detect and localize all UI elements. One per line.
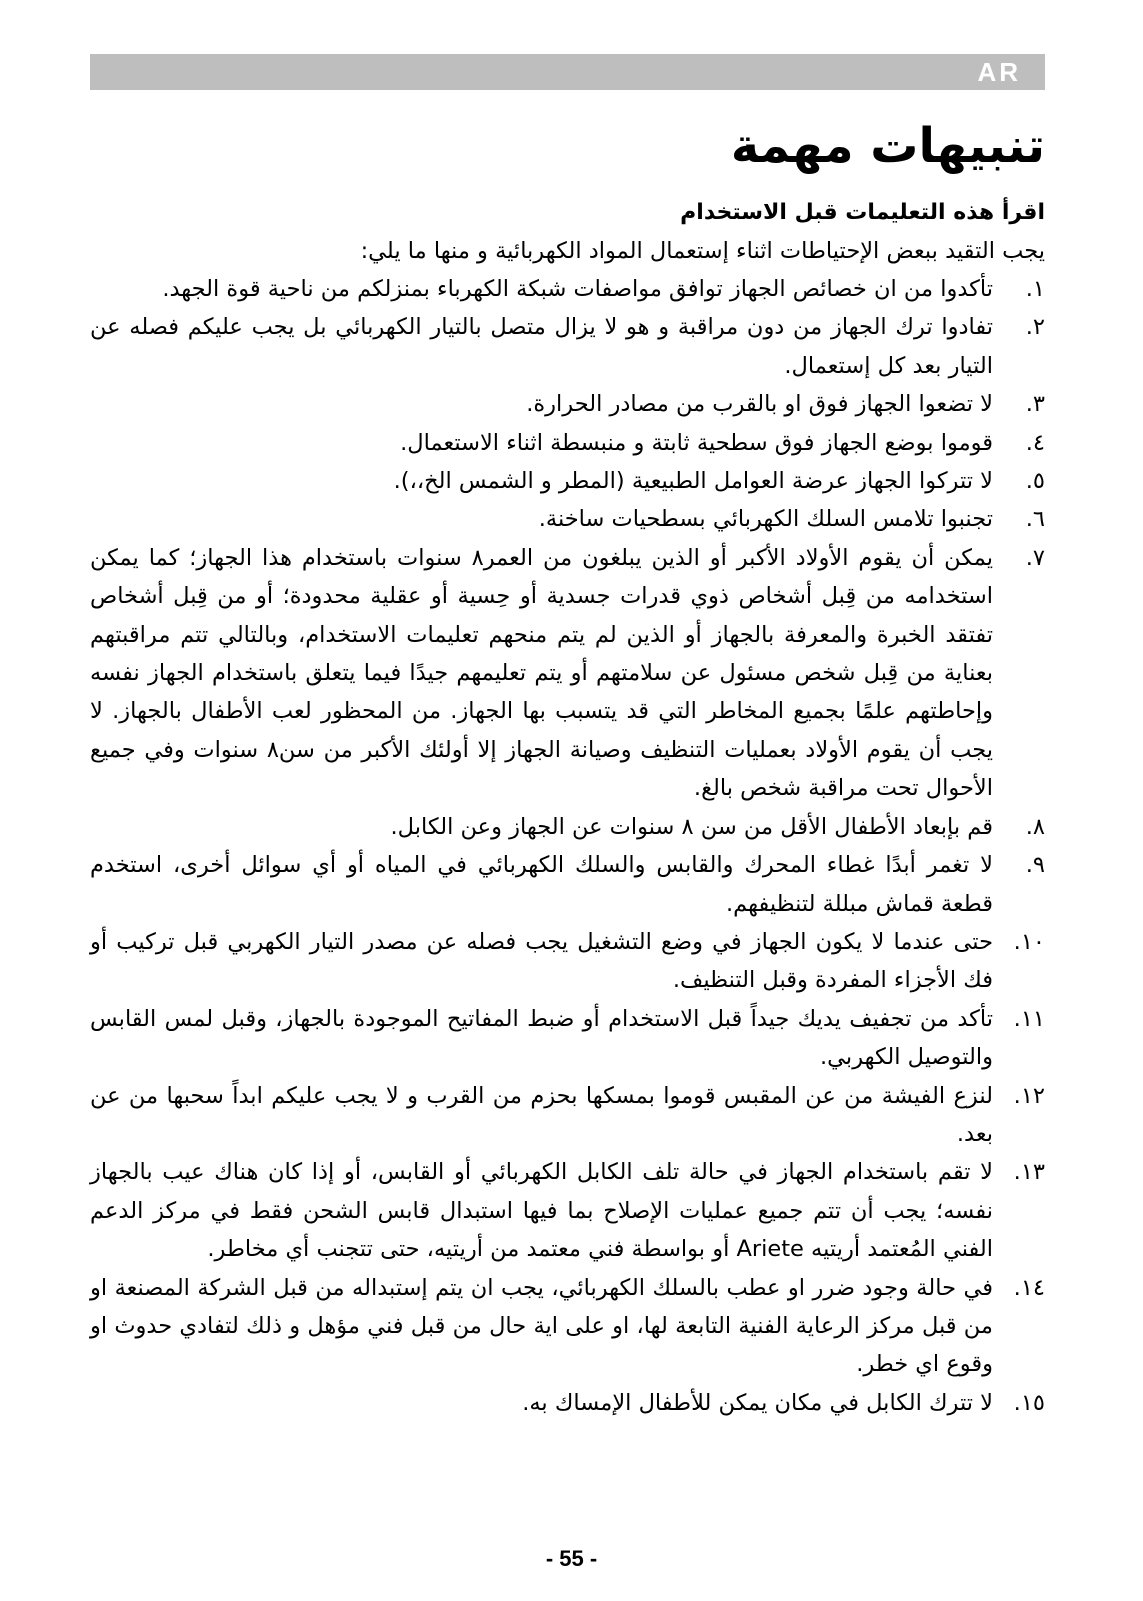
- list-item-text: في حالة وجود ضرر او عطب بالسلك الكهربائي، يجب ان يتم إستبداله من قبل الشركة المصنعة او من قبل مركز الرعاية الفنية التابعة لها، او على اية حال من قبل فني مؤهل و ذلك لتفادي حدوث او وقوع اي خطر.: [90, 1274, 993, 1378]
- list-item-text: قم بإبعاد الأطفال الأقل من سن ٨ سنوات عن الجهاز وعن الكابل.: [390, 813, 993, 840]
- list-item-text: لا تتركوا الجهاز عرضة العوامل الطبيعية (المطر و الشمس الخ،،).: [393, 468, 993, 495]
- list-item-text: تأكدوا من ان خصائص الجهاز توافق مواصفات شبكة الكهرباء بمنزلكم من ناحية قوة الجهد.: [162, 276, 993, 302]
- list-item-number: ٨.: [1025, 813, 1045, 840]
- list-item: [90, 1153, 1045, 1268]
- list-item-text: تأكد من تجفيف يديك جيداً قبل الاستخدام أو ضبط المفاتيح الموجودة بالجهاز، وقبل لمس القابس والتوصيل الكهربي.: [90, 1005, 993, 1071]
- list-item: [90, 923, 1045, 1000]
- intro-paragraph: يجب التقيد ببعض الإحتياطات اثناء إستعمال المواد الكهربائية و منها ما يلي:: [360, 238, 1045, 264]
- list-item-number: ١٢.: [1013, 1082, 1045, 1109]
- section-subheading: اقرأ هذه التعليمات قبل الاستخدام: [680, 200, 1045, 225]
- list-item: [90, 539, 1045, 808]
- list-item: [90, 1077, 1045, 1154]
- list-item-number: ١١.: [1013, 1005, 1045, 1032]
- list-item: [90, 808, 1045, 846]
- list-item-text: حتى عندما لا يكون الجهاز في وضع التشغيل يجب فصله عن مصدر التيار الكهربي قبل تركيب أو فك الأجزاء المفردة وقبل التنظيف.: [90, 928, 993, 994]
- page-title: تنبيهات مهمة: [730, 118, 1045, 174]
- list-item-text: قوموا بوضع الجهاز فوق سطحية ثابتة و منبسطة اثناء الاستعمال.: [400, 429, 993, 456]
- list-item-number: ٤.: [1025, 429, 1045, 456]
- list-item-number: ٩.: [1025, 852, 1045, 879]
- list-item-text: تفادوا ترك الجهاز من دون مراقبة و هو لا يزال متصل بالتيار الكهربائي بل يجب عليكم فصله عن التيار بعد كل إستعمال.: [90, 314, 993, 379]
- list-item-text: لا تقم باستخدام الجهاز في حالة تلف الكابل الكهربائي أو القابس، أو إذا كان هناك عيب بالجهاز نفسه؛ يجب أن تتم جميع عمليات الإصلاح بما فيها استبدال قابس الشحن فقط في مركز الدعم الفني المُعتمد أريتيه Ariete أو بواسطة فني معتمد من أريتيه، حتى تتجنب أي مخاطر.: [90, 1159, 993, 1263]
- list-item: [90, 308, 1045, 385]
- list-item-number: ١.: [1025, 276, 1045, 302]
- list-item-text: لا تضعوا الجهاز فوق او بالقرب من مصادر الحرارة.: [526, 391, 993, 418]
- list-item-text: لا تترك الكابل في مكان يمكن للأطفال الإمساك به.: [522, 1389, 993, 1416]
- document-body: [90, 108, 1045, 1422]
- list-item: [90, 1000, 1045, 1077]
- list-item-number: ٣.: [1025, 391, 1045, 418]
- list-item-text: لا تغمر أبدًا غطاء المحرك والقابس والسلك الكهربائي في المياه أو أي سوائل أخرى، استخدم قطعة قماش مبللة لتنظيفهم.: [90, 852, 993, 917]
- list-item-text: يمكن أن يقوم الأولاد الأكبر أو الذين يبلغون من العمر٨ سنوات باستخدام هذا الجهاز؛ كما يمكن استخدامه من قِبل أشخاص ذوي قدرات جسدية أو حِسية أو عقلية محدودة؛ أو من قِبل أشخاص تفتقد الخبرة والمعرفة بالجهاز أو الذين لم يتم منحهم تعليمات الاستخدام، وبالتالي تتم مراقبتهم بعناية من قِبل شخص مسئول عن سلامتهم أو يتم تعليمهم جيدًا فيما يتعلق باستخدام الجهاز نفسه وإحاطتهم علمًا بجميع المخاطر التي قد يتسبب بها الجهاز. من المحظور لعب الأطفال بالجهاز. لا يجب أن يقوم الأولاد بعمليات التنظيف وصيانة الجهاز إلا أولئك الأكبر من سن٨ سنوات وفي جميع الأحوال تحت مراقبة شخص بالغ.: [90, 544, 994, 802]
- list-item: [90, 270, 1045, 308]
- list-item-number: ١٣.: [1013, 1159, 1045, 1186]
- list-item-number: ١٥.: [1013, 1389, 1045, 1416]
- page-number: - 55 -: [545, 1546, 598, 1571]
- list-item-text: تجنبوا تلامس السلك الكهربائي بسطحيات ساخنة.: [538, 506, 993, 533]
- list-item: [90, 424, 1045, 462]
- list-item-number: ٥.: [1025, 468, 1045, 495]
- list-item-number: ٧.: [1025, 544, 1045, 571]
- list-item: [90, 462, 1045, 500]
- list-item: [90, 500, 1045, 538]
- list-item-number: ٢.: [1025, 314, 1045, 341]
- list-item: [90, 1384, 1045, 1422]
- list-item-text: لنزع الفيشة من عن المقبس قوموا بمسكها بحزم من القرب و لا يجب عليكم ابداً سحبها من عن بعد.: [90, 1082, 993, 1147]
- list-item-number: ٦.: [1025, 506, 1045, 533]
- warnings-list: [90, 270, 1045, 1422]
- language-code: AR: [977, 57, 1021, 87]
- list-item: [90, 1269, 1045, 1384]
- list-item: [90, 846, 1045, 923]
- list-item: [90, 385, 1045, 423]
- list-item-number: ١٤.: [1013, 1274, 1045, 1301]
- list-item-number: ١٠.: [1013, 928, 1045, 955]
- language-bar: [90, 54, 1045, 90]
